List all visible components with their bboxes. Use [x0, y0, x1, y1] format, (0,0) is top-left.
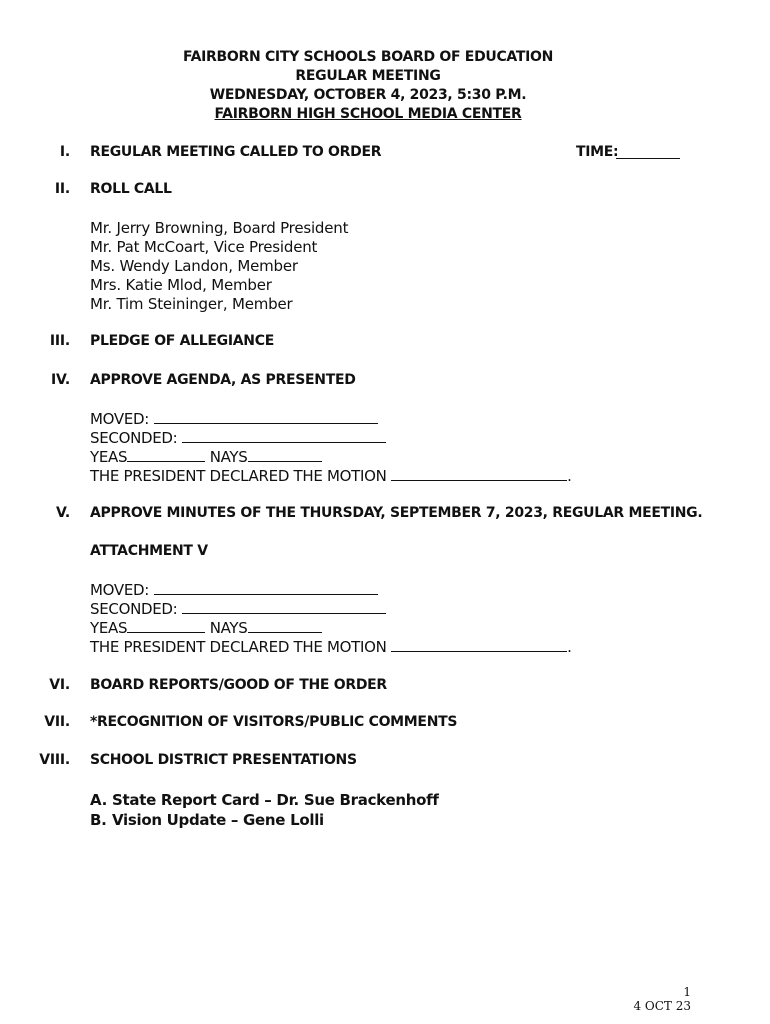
time-label: TIME: — [576, 144, 619, 160]
seconded-row — [90, 428, 572, 447]
yeas-label: YEAS — [90, 448, 128, 466]
presentation-text: Vision Update – Gene Lolli — [112, 811, 324, 829]
roll-call-member: Mrs. Katie Mlod, Member — [90, 276, 272, 294]
declared-row — [90, 466, 572, 485]
moved-row — [90, 580, 572, 599]
vote-row — [90, 618, 572, 637]
item-title: REGULAR MEETING CALLED TO ORDER — [90, 144, 382, 160]
moved-blank[interactable] — [154, 409, 378, 424]
seconded-label: SECONDED: — [90, 600, 178, 618]
item-number: II. — [54, 181, 70, 197]
presentation-letter: A. — [90, 791, 107, 809]
item-title: BOARD REPORTS/GOOD OF THE ORDER — [90, 677, 387, 693]
item-title: ROLL CALL — [90, 181, 172, 197]
roll-call-member: Ms. Wendy Landon, Member — [90, 257, 298, 275]
declared-label: THE PRESIDENT DECLARED THE MOTION — [90, 638, 387, 656]
vote-row — [90, 447, 572, 466]
item-number: I. — [59, 144, 70, 160]
attachment-label: ATTACHMENT V — [90, 543, 208, 559]
declared-blank[interactable] — [391, 466, 567, 481]
nays-label: NAYS — [209, 619, 248, 637]
header-location: FAIRBORN HIGH SCHOOL MEDIA CENTER — [214, 106, 522, 122]
seconded-row — [90, 599, 572, 618]
motion-block-minutes — [90, 580, 572, 656]
seconded-blank[interactable] — [182, 599, 386, 614]
declared-period: . — [567, 638, 572, 656]
item-title: APPROVE MINUTES OF THE THURSDAY, SEPTEMBER 7, 2023, REGULAR MEETING. — [90, 505, 703, 521]
yeas-label: YEAS — [90, 619, 128, 637]
presentation-item — [90, 790, 439, 810]
item-number: IV. — [51, 372, 70, 388]
declared-period: . — [567, 467, 572, 485]
seconded-label: SECONDED: — [90, 429, 178, 447]
roll-call-member: Mr. Pat McCoart, Vice President — [90, 238, 318, 256]
presentation-letter: B. — [90, 811, 107, 829]
nays-blank[interactable] — [248, 618, 322, 633]
item-number: III. — [49, 333, 70, 349]
roll-call-member: Mr. Tim Steininger, Member — [90, 295, 293, 313]
page-footer — [633, 985, 691, 1013]
item-title: *RECOGNITION OF VISITORS/PUBLIC COMMENTS — [90, 714, 458, 730]
nays-label: NAYS — [209, 448, 248, 466]
page-number: 1 — [683, 985, 691, 999]
footer-date: 4 OCT 23 — [633, 999, 691, 1013]
item-number: VII. — [44, 714, 70, 730]
declared-blank[interactable] — [391, 637, 567, 652]
nays-blank[interactable] — [248, 447, 322, 462]
item-number: VIII. — [39, 752, 70, 768]
item-title: SCHOOL DISTRICT PRESENTATIONS — [90, 752, 357, 768]
declared-label: THE PRESIDENT DECLARED THE MOTION — [90, 467, 387, 485]
moved-label: MOVED: — [90, 581, 150, 599]
moved-label: MOVED: — [90, 410, 150, 428]
item-title: APPROVE AGENDA, AS PRESENTED — [90, 372, 356, 388]
motion-block-agenda — [90, 409, 572, 485]
header-meeting-type: REGULAR MEETING — [295, 68, 441, 84]
presentation-item — [90, 810, 439, 830]
presentation-text: State Report Card – Dr. Sue Brackenhoff — [112, 791, 439, 809]
roll-call-member: Mr. Jerry Browning, Board President — [90, 219, 349, 237]
time-blank-line — [616, 158, 680, 159]
presentation-list — [90, 790, 439, 830]
yeas-blank[interactable] — [127, 447, 205, 462]
moved-row — [90, 409, 572, 428]
item-number: V. — [56, 505, 70, 521]
moved-blank[interactable] — [154, 580, 378, 595]
item-title: PLEDGE OF ALLEGIANCE — [90, 333, 274, 349]
item-number: VI. — [49, 677, 70, 693]
yeas-blank[interactable] — [127, 618, 205, 633]
header-organization: FAIRBORN CITY SCHOOLS BOARD OF EDUCATION — [182, 49, 554, 65]
document-header — [0, 48, 736, 124]
seconded-blank[interactable] — [182, 428, 386, 443]
declared-row — [90, 637, 572, 656]
header-date-time: WEDNESDAY, OCTOBER 4, 2023, 5:30 P.M. — [209, 87, 527, 103]
roll-call-list — [90, 219, 348, 314]
